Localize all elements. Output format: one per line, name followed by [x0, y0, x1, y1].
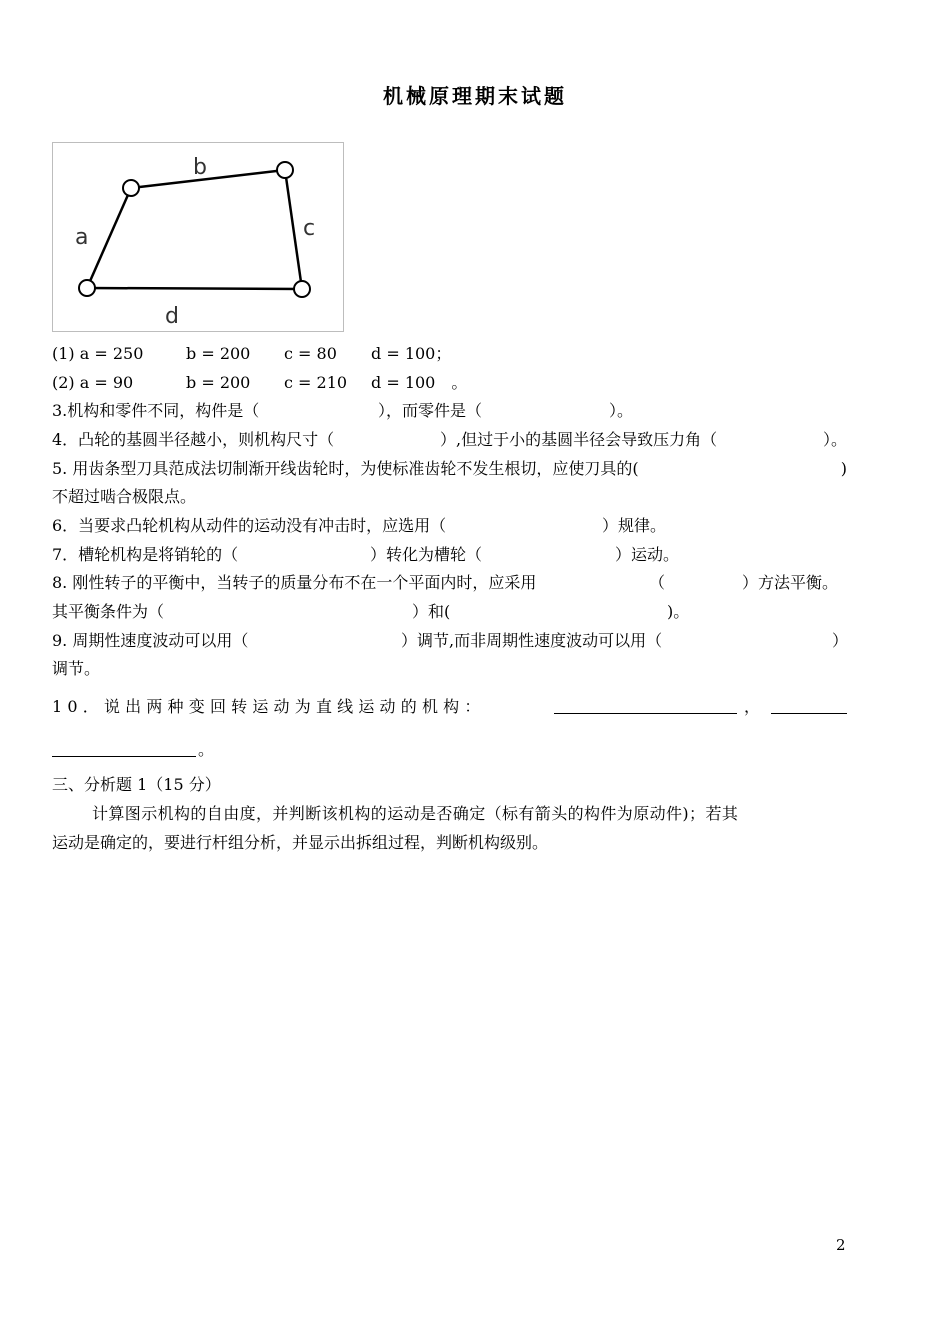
question-8-line-2 — [52, 602, 847, 622]
q9-mid: ）调节,而非周期性速度波动可以用（ — [401, 631, 663, 650]
q8-mid: （ — [649, 573, 666, 592]
joint-bottom-left — [79, 280, 95, 296]
q6-right: ）规律。 — [602, 516, 667, 535]
q3-mid: ），而零件是（ — [378, 401, 483, 420]
section-3-paragraph-line-1: 计算图示机构的自由度，并判断该机构的运动是否确定（标有箭头的构件为原动件)；若其 — [92, 804, 739, 823]
q6-left: 6．当要求凸轮机构从动件的运动没有冲击时，应选用（ — [52, 516, 447, 535]
joint-top-right — [277, 162, 293, 178]
section-3-paragraph-line-2: 运动是确定的，要进行杆组分析，并显示出拆组过程，判断机构级别。 — [52, 833, 549, 852]
q8-left: 8. 刚性转子的平衡中，当转子的质量分布不在一个平面内时，应采用 — [52, 573, 537, 592]
q10-comma: ， — [744, 697, 761, 716]
q9-right: ） — [832, 631, 849, 650]
question-10-line-2 — [52, 740, 847, 762]
question-5-line-2: 不超过啮合极限点。 — [52, 487, 197, 506]
q8-right: ）方法平衡。 — [742, 573, 839, 592]
q7-left: 7．槽轮机构是将销轮的（ — [52, 545, 239, 564]
link-a — [87, 188, 131, 288]
q7-right: ）运动。 — [615, 545, 680, 564]
page-title: 机械原理期末试题 — [383, 84, 567, 108]
q4-left: 4．凸轮的基圆半径越小，则机构尺寸（ — [52, 430, 335, 449]
q7-mid: ）转化为槽轮（ — [370, 545, 483, 564]
case-1-b: b = 200 — [186, 344, 251, 363]
q10-blank-3[interactable] — [52, 740, 196, 757]
q10-prefix: 10．说出两种变回转运动为直线运动的机构： — [52, 697, 486, 716]
q9-left: 9. 周期性速度波动可以用（ — [52, 631, 249, 650]
page-number: 2 — [836, 1236, 846, 1254]
question-4 — [52, 430, 847, 450]
label-b: b — [193, 155, 207, 180]
label-d: d — [165, 304, 179, 329]
q8-line2-right: )。 — [667, 602, 690, 621]
q8-line2-left: 其平衡条件为（ — [52, 602, 165, 621]
question-5-line-1 — [52, 459, 847, 479]
case-2-row — [52, 373, 847, 393]
question-9-line-2: 调节。 — [52, 659, 101, 678]
joint-top-left — [123, 180, 139, 196]
link-c — [285, 170, 302, 289]
q10-blank-2[interactable] — [771, 697, 847, 714]
four-bar-linkage-figure — [52, 142, 344, 332]
case-1-row — [52, 344, 847, 364]
case-2-c: c = 210 — [284, 373, 348, 392]
case-1-d: d = 100； — [371, 344, 452, 363]
case-2-a: (2) a = 90 — [52, 373, 134, 392]
link-d — [87, 288, 302, 289]
case-2-b: b = 200 — [186, 373, 251, 392]
q4-right: ）。 — [823, 430, 848, 449]
question-8-line-1 — [52, 573, 847, 593]
question-6 — [52, 516, 847, 536]
joint-bottom-right — [294, 281, 310, 297]
q10-blank-1[interactable] — [554, 697, 737, 714]
question-3 — [52, 401, 847, 421]
q5-right: ) — [840, 459, 847, 478]
question-10-line-1 — [52, 697, 847, 719]
section-3-heading: 三、分析题 1（15 分） — [52, 775, 221, 794]
question-9-line-1 — [52, 631, 847, 651]
label-c: c — [303, 216, 316, 241]
q10-end: 。 — [198, 740, 215, 759]
case-2-d: d = 100 。 — [371, 373, 468, 392]
question-7 — [52, 545, 847, 565]
q4-mid: ）,但过于小的基圆半径会导致压力角（ — [440, 430, 718, 449]
q8-line2-mid: ）和( — [412, 602, 451, 621]
case-1-c: c = 80 — [284, 344, 337, 363]
q3-right: ）。 — [609, 401, 634, 420]
q5-left: 5. 用齿条型刀具范成法切制渐开线齿轮时，为使标准齿轮不发生根切，应使刀具的( — [52, 459, 639, 478]
label-a: a — [75, 225, 89, 250]
link-b — [131, 170, 285, 188]
q3-left: 3.机构和零件不同，构件是（ — [52, 401, 260, 420]
case-1-a: (1) a = 250 — [52, 344, 144, 363]
